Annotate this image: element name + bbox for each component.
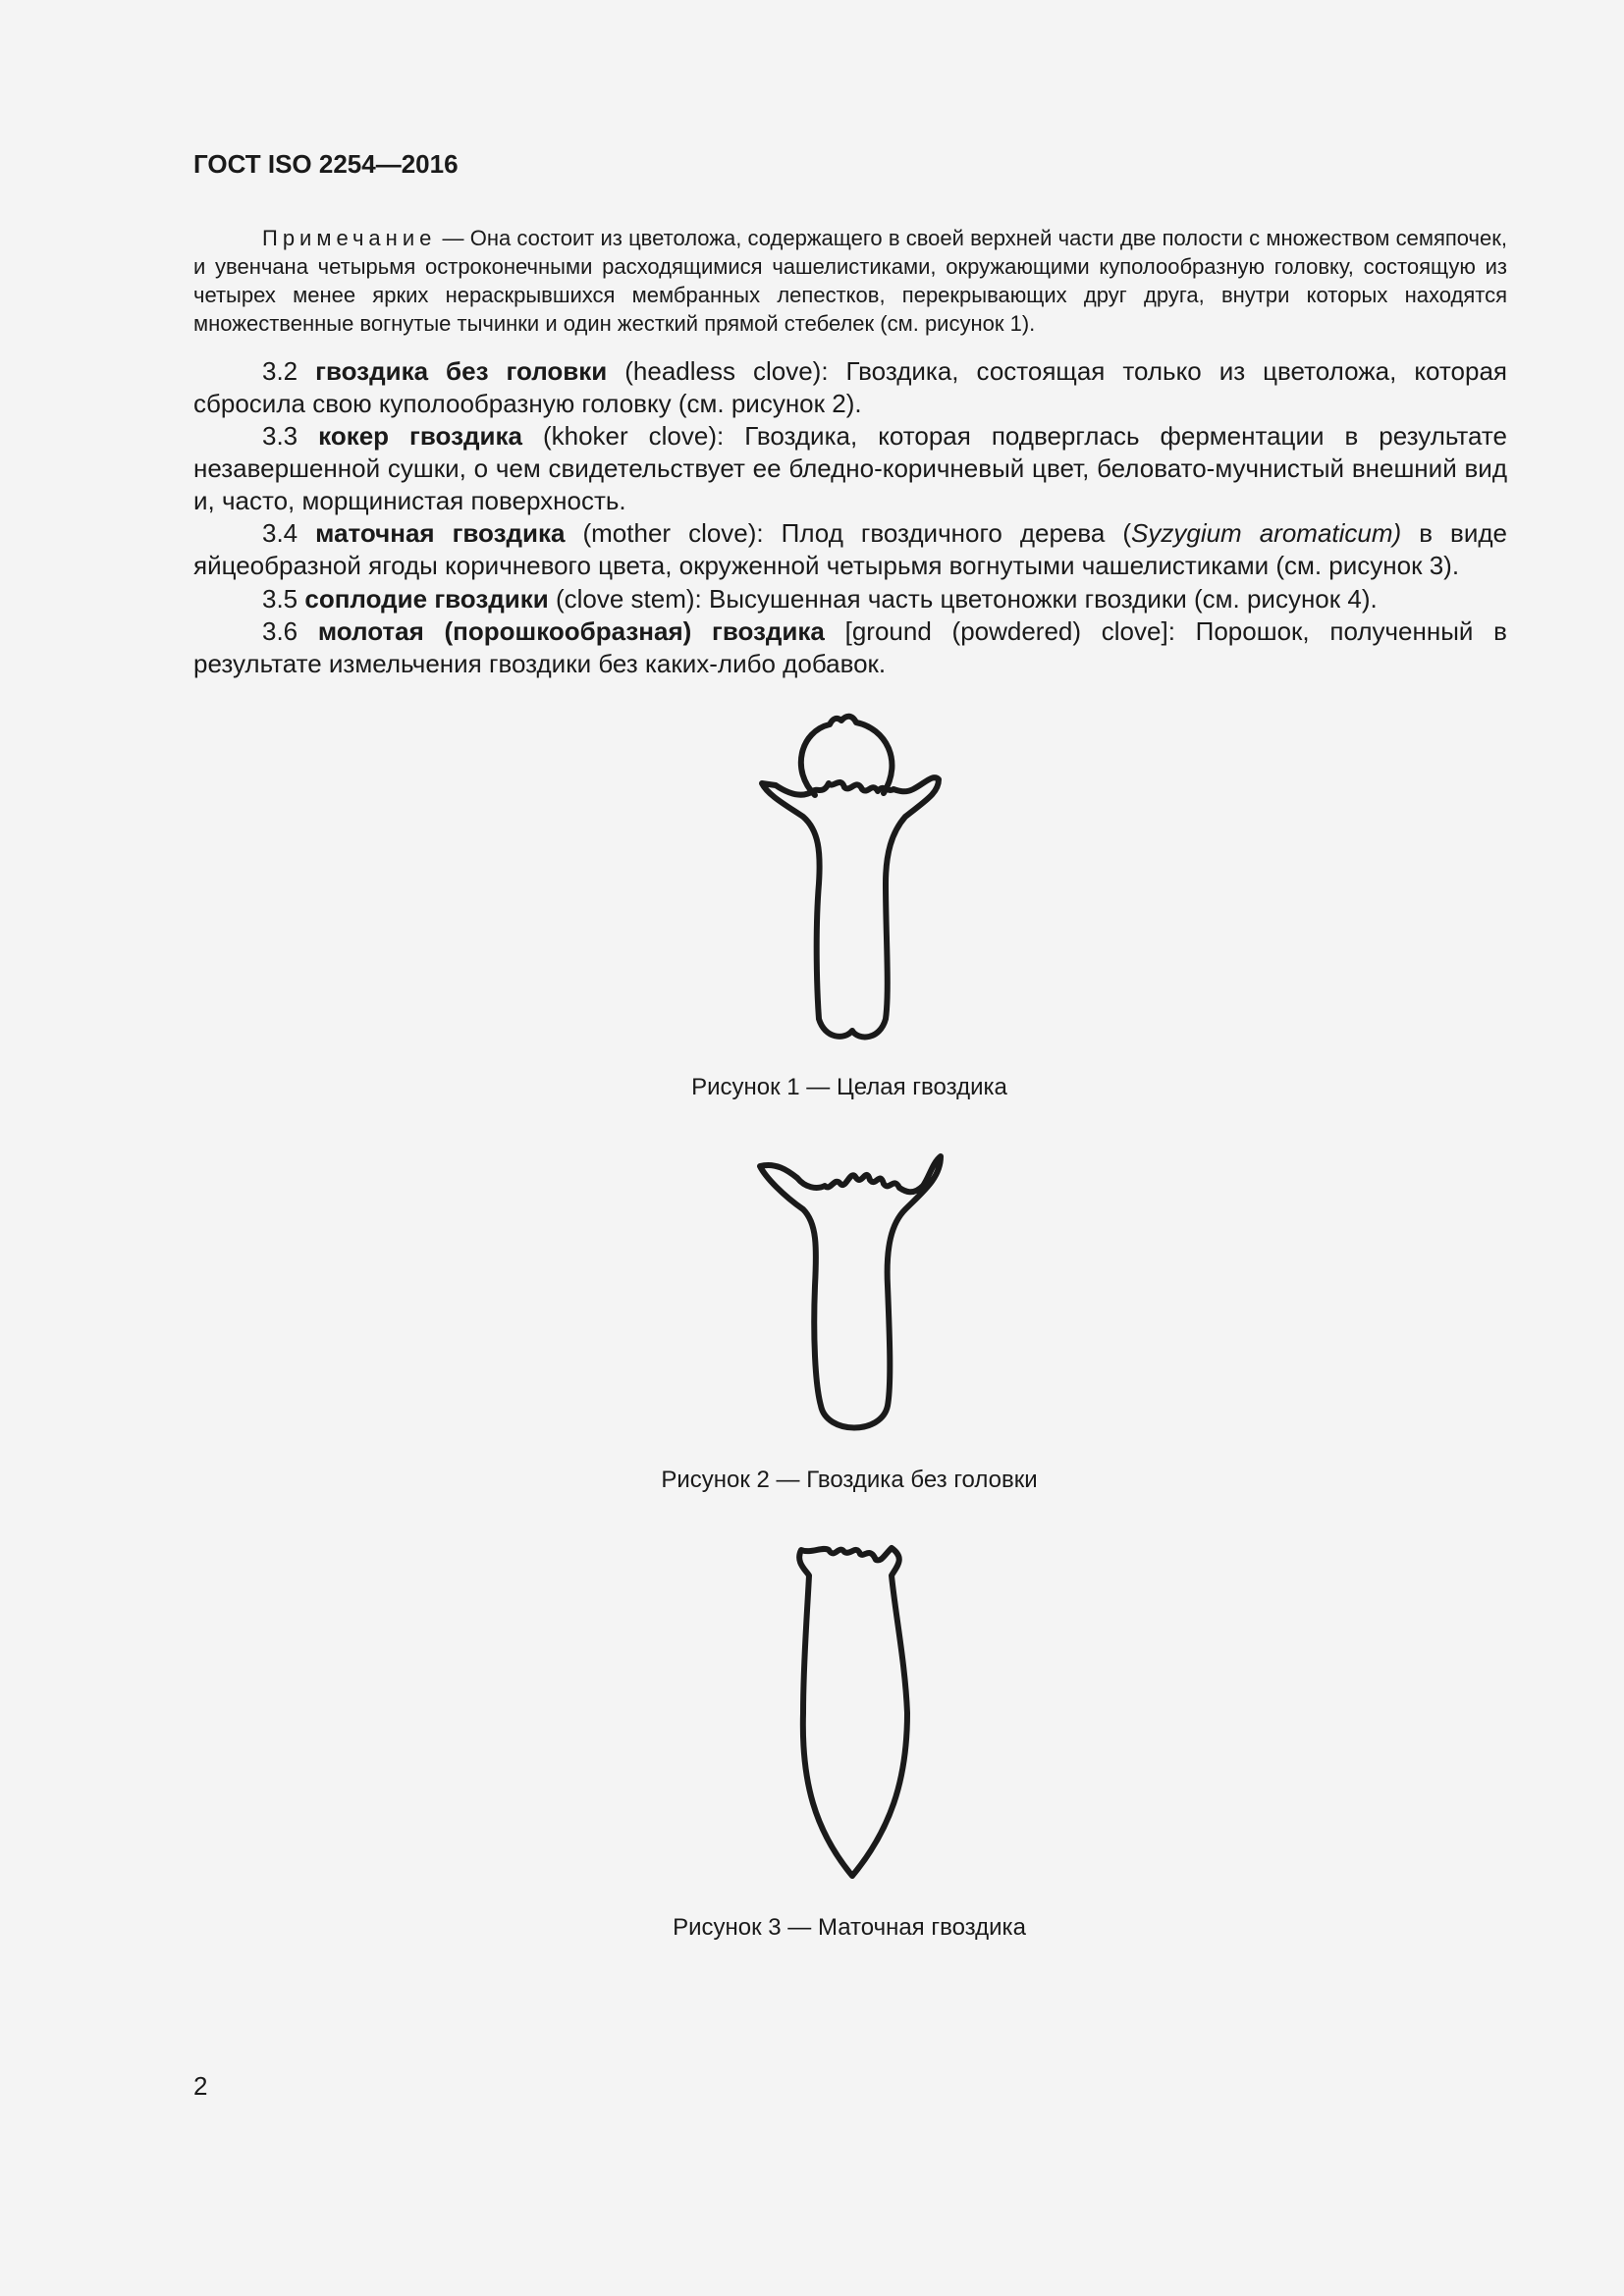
headless-clove-figure [746,1148,962,1443]
definition-number: 3.2 [262,356,298,386]
note-text: — Она состоит из цветоложа, содержащего в своей верхней части две полости с множеством семяпочек, и увенчана четырьмя остроконечными расходящимися чашелистиками, окружающими куполообразную головку, состоящую из четырех менее ярких нераскрывшихся мембранных лепестков, перекрывающих друг друга, внутри которых находятся множественные вогнутые тычинки и один жесткий прямой стебелек (см. рисунок 1). [193,226,1507,336]
definition-3-6 [193,615,1507,680]
figure-2-caption: Рисунок 2 — Гвоздика без головки [661,1467,1038,1493]
definition-term: молотая (порошкообразная) гвоздика [317,616,825,646]
clove-head [801,717,893,795]
definition-latin-name: Syzygium aromaticum) [1131,518,1402,548]
figure-1-caption: Рисунок 1 — Целая гвоздика [691,1074,1007,1100]
definition-3-2 [193,355,1507,420]
definition-term: гвоздика без головки [315,356,608,386]
definition-3-3 [193,420,1507,517]
document-header: ГОСТ ISO 2254—2016 [193,149,459,179]
clove-body [799,1548,907,1876]
definition-text: (headless clove): Гвоздика, состоящая только из цветоложа, которая сбросила свою куполообразную головку (см. рисунок 2). [193,356,1507,418]
definition-text: (clove stem): Высушенная часть цветоножки гвоздики (см. рисунок 4). [548,584,1378,614]
definition-text: [ground (powdered) clove]: Порошок, полученный в результате измельчения гвоздики без каких-либо добавок. [193,616,1507,678]
definition-number: 3.3 [262,421,298,451]
definition-text: (khoker clove): Гвоздика, которая подверглась ферментации в результате незавершенной сушки, о чем свидетельствует ее бледно-коричневый цвет, беловато-мучнистый внешний вид и, часто, морщинистая поверхность. [193,421,1507,515]
note-paragraph [193,224,1507,338]
definition-number: 3.4 [262,518,298,548]
whole-clove-figure [746,707,962,1050]
definition-text: (mother clove): Плод гвоздичного дерева ( [565,518,1132,548]
clove-body [762,777,939,1037]
definition-3-5 [193,583,1507,615]
note-label: Примечание [262,226,437,250]
definition-number: 3.5 [262,584,298,614]
figure-3-caption: Рисунок 3 — Маточная гвоздика [673,1914,1026,1941]
definition-term: соплодие гвоздики [304,584,549,614]
definition-3-4 [193,517,1507,582]
definition-number: 3.6 [262,616,298,646]
definition-term: маточная гвоздика [315,518,566,548]
mother-clove-figure [766,1536,943,1890]
definition-text-rest: в виде яйцеобразной ягоды коричневого цвета, окруженной четырьмя вогнутыми чашелистиками (см. рисунок 3). [193,518,1507,580]
page-number: 2 [193,2071,208,2101]
clove-body [760,1156,941,1428]
definition-term: кокер гвоздика [318,421,522,451]
